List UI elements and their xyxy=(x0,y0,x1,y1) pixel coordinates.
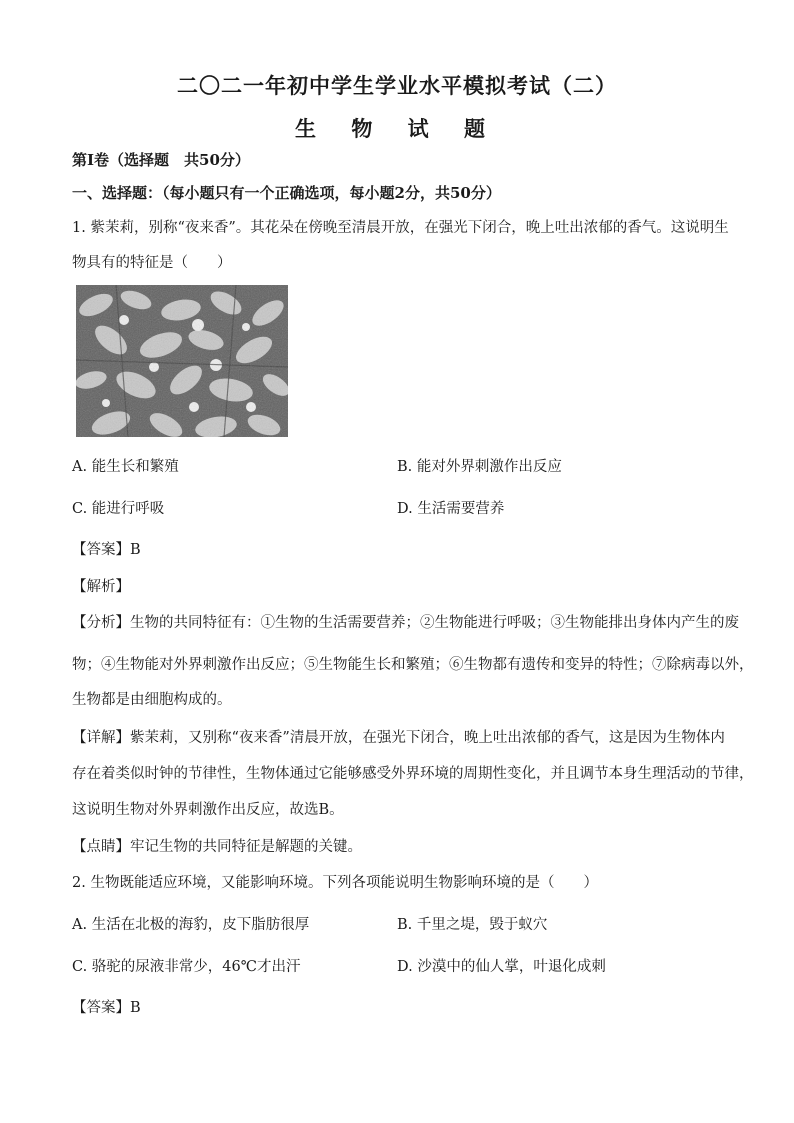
q1-detail-line1: 【详解】紫茉莉，又别称“夜来香”清晨开放，在强光下闭合，晚上吐出浓郁的香气，这是因为生物体内 xyxy=(72,730,725,746)
q2-option-c: C. 骆驼的尿液非常少，46℃才出汗 xyxy=(72,959,301,975)
q1-answer: 【答案】B xyxy=(72,542,141,558)
flower-photo-icon xyxy=(76,285,288,437)
q2-stem: 2. 生物既能适应环境，又能影响环境。下列各项能说明生物影响环境的是（ ） xyxy=(72,875,598,891)
q1-comment: 【点睛】牢记生物的共同特征是解题的关键。 xyxy=(72,839,362,855)
q1-detail-line3: 这说明生物对外界刺激作出反应，故选B。 xyxy=(72,802,344,818)
volume-heading: 第Ⅰ卷（选择题 共50分） xyxy=(72,151,250,169)
q1-option-c: C. 能进行呼吸 xyxy=(72,501,165,517)
q2-option-a: A. 生活在北极的海豹，皮下脂肪很厚 xyxy=(72,917,310,933)
q2-option-b: B. 千里之堤，毁于蚁穴 xyxy=(397,917,548,933)
q1-stem-line1: 1. 紫茉莉，别称“夜来香”。其花朵在傍晚至清晨开放，在强光下闭合，晚上吐出浓郁的香气。这说明生 xyxy=(72,220,729,236)
q1-detail-line2: 存在着类似时钟的节律性，生物体通过它能够感受外界环境的周期性变化，并且调节本身生理活动的节律， xyxy=(72,766,754,782)
q1-analysis-line1: 【分析】生物的共同特征有：①生物的生活需要营养；②生物能进行呼吸；③生物能排出身体内产生的废 xyxy=(72,615,739,631)
q1-option-b: B. 能对外界刺激作出反应 xyxy=(397,459,562,475)
subject-title: 生 物 试 题 xyxy=(295,116,499,141)
q1-option-d: D. 生活需要营养 xyxy=(397,501,505,517)
q1-option-a: A. 能生长和繁殖 xyxy=(72,459,179,475)
section-heading: 一、选择题：（每小题只有一个正确选项，每小题2分，共50分） xyxy=(72,184,501,202)
q1-analysis-heading: 【解析】 xyxy=(72,579,130,595)
q2-answer: 【答案】B xyxy=(72,1000,141,1016)
q1-analysis-line3: 生物都是由细胞构成的。 xyxy=(72,692,232,708)
q1-analysis-line2: 物；④生物能对外界刺激作出反应；⑤生物能生长和繁殖；⑥生物都有遗传和变异的特性；⑦除病毒以外， xyxy=(72,657,754,673)
q2-option-d: D. 沙漠中的仙人掌，叶退化成刺 xyxy=(397,959,606,975)
q1-stem-line2: 物具有的特征是（ ） xyxy=(72,255,232,271)
exam-title: 二〇二一年初中学生学业水平模拟考试（二） xyxy=(177,73,617,98)
